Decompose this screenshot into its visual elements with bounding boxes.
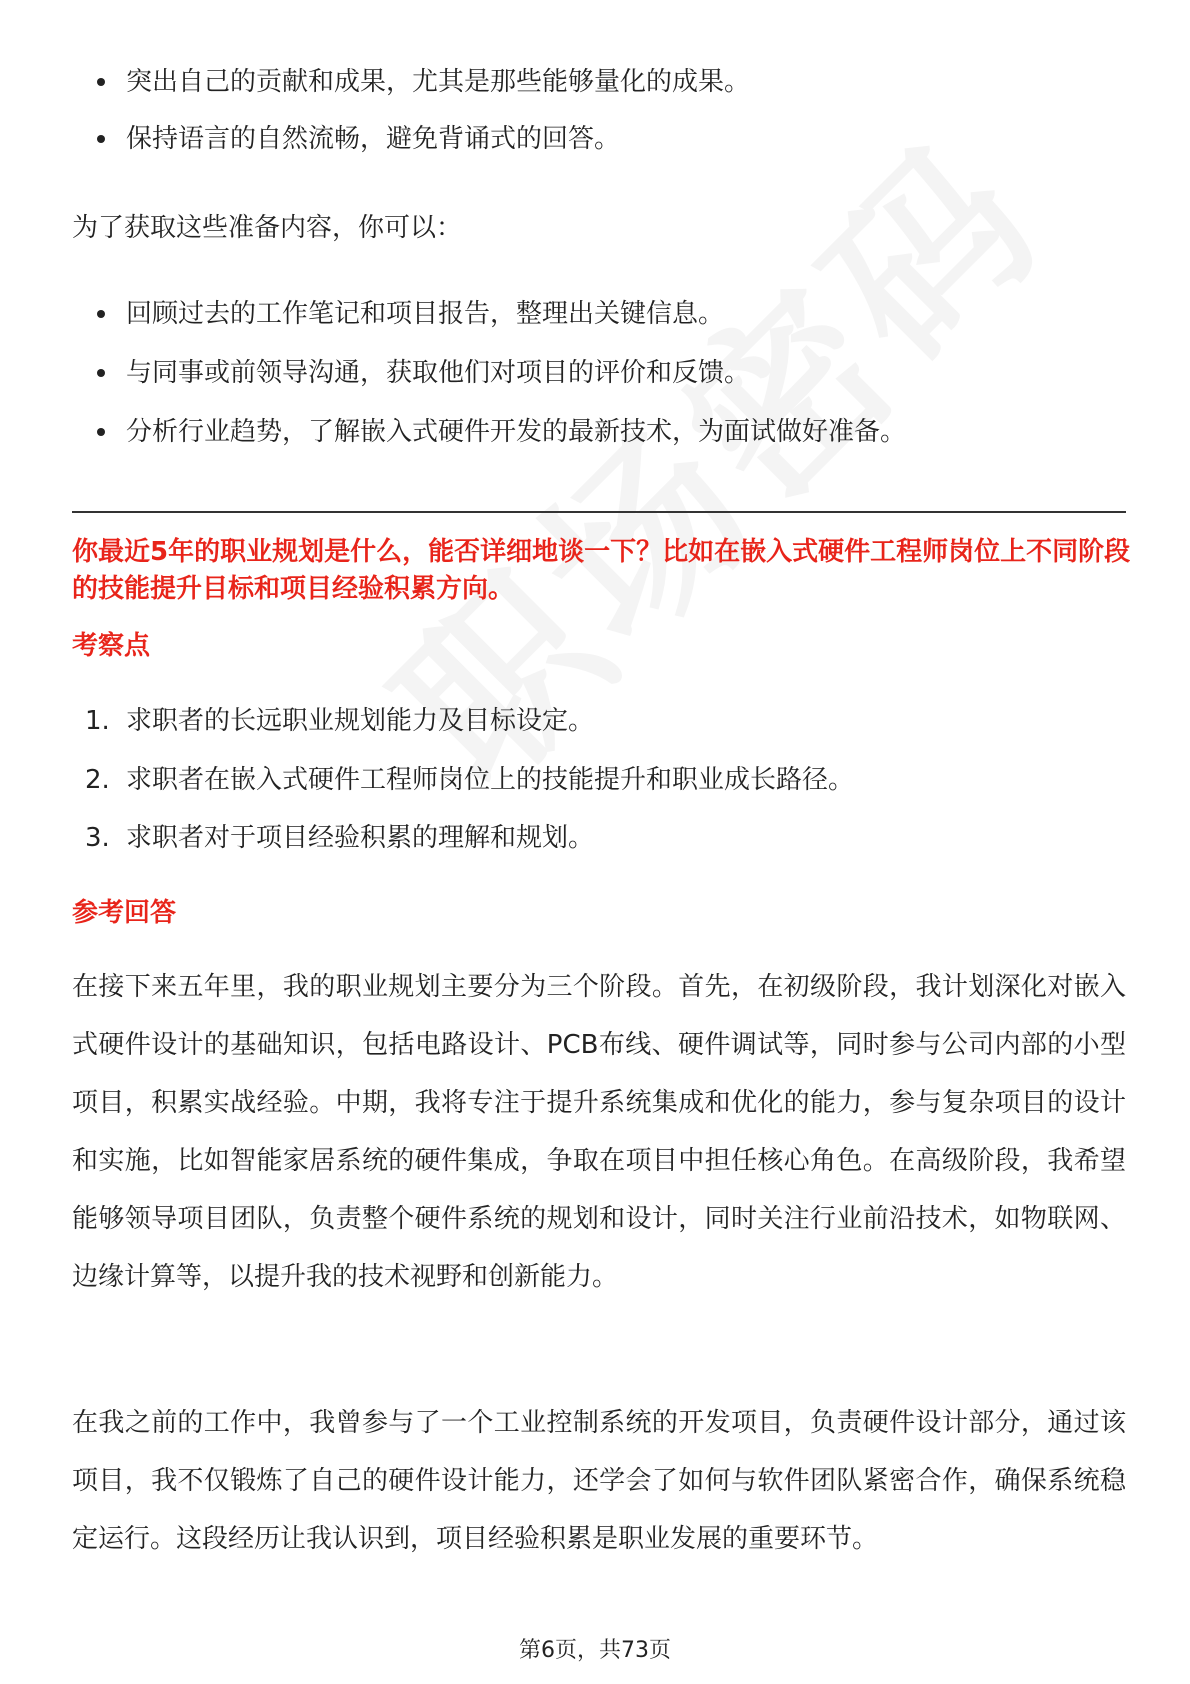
list-item-text: 求职者在嵌入式硬件工程师岗位上的技能提升和职业成长路径。 bbox=[126, 765, 855, 795]
bullet-icon bbox=[97, 428, 105, 436]
list-item-text: 求职者对于项目经验积累的理解和规划。 bbox=[126, 823, 595, 853]
answer-paragraph: 在我之前的工作中，我曾参与了一个工业控制系统的开发项目，负责硬件设计部分，通过该项目，我不仅锻炼了自己的硬件设计能力，还学会了如何与软件团队紧密合作，确保系统稳定运行。这段经历让我认识到，项目经验积累是职业发展的重要环节。 bbox=[72, 1408, 1126, 1554]
prep-intro: 为了获取这些准备内容，你可以： bbox=[72, 213, 463, 243]
answer-paragraph: 在接下来五年里，我的职业规划主要分为三个阶段。首先，在初级阶段，我计划深化对嵌入式硬件设计的基础知识，包括电路设计、PCB布线、硬件调试等，同时参与公司内部的小型项目，积累实战经验。中期，我将专注于提升系统集成和优化的能力，参与复杂项目的设计和实施，比如智能家居系统的硬件集成，争取在项目中担任核心角色。在高级阶段，我希望能够领导项目团队，负责整个硬件系统的规划和设计，同时关注行业前沿技术，如物联网、边缘计算等，以提升我的技术视野和创新能力。 bbox=[72, 972, 1126, 1292]
list-number: 2. bbox=[85, 765, 110, 795]
list-item-text: 回顾过去的工作笔记和项目报告，整理出关键信息。 bbox=[126, 299, 725, 329]
list-number: 3. bbox=[85, 823, 110, 853]
list-item-text: 保持语言的自然流畅，避免背诵式的回答。 bbox=[126, 124, 621, 154]
assessment-heading: 考察点 bbox=[72, 631, 151, 661]
bullet-icon bbox=[97, 78, 105, 86]
bullet-icon bbox=[97, 369, 105, 377]
page-number: 第6页，共73页 bbox=[519, 1638, 671, 1663]
list-item-text: 突出自己的贡献和成果，尤其是那些能够量化的成果。 bbox=[126, 67, 751, 97]
list-item-text: 求职者的长远职业规划能力及目标设定。 bbox=[126, 706, 595, 736]
list-number: 1. bbox=[85, 706, 110, 736]
list-item-text: 与同事或前领导沟通，获取他们对项目的评价和反馈。 bbox=[126, 358, 751, 388]
reference-heading: 参考回答 bbox=[72, 898, 177, 928]
bullet-icon bbox=[97, 310, 105, 318]
bullet-icon bbox=[97, 135, 105, 143]
list-item-text: 分析行业趋势，了解嵌入式硬件开发的最新技术，为面试做好准备。 bbox=[126, 417, 907, 447]
section-divider bbox=[72, 511, 1126, 513]
question-heading: 你最近5年的职业规划是什么，能否详细地谈一下？比如在嵌入式硬件工程师岗位上不同阶段的技能提升目标和项目经验积累方向。 bbox=[72, 537, 1131, 604]
